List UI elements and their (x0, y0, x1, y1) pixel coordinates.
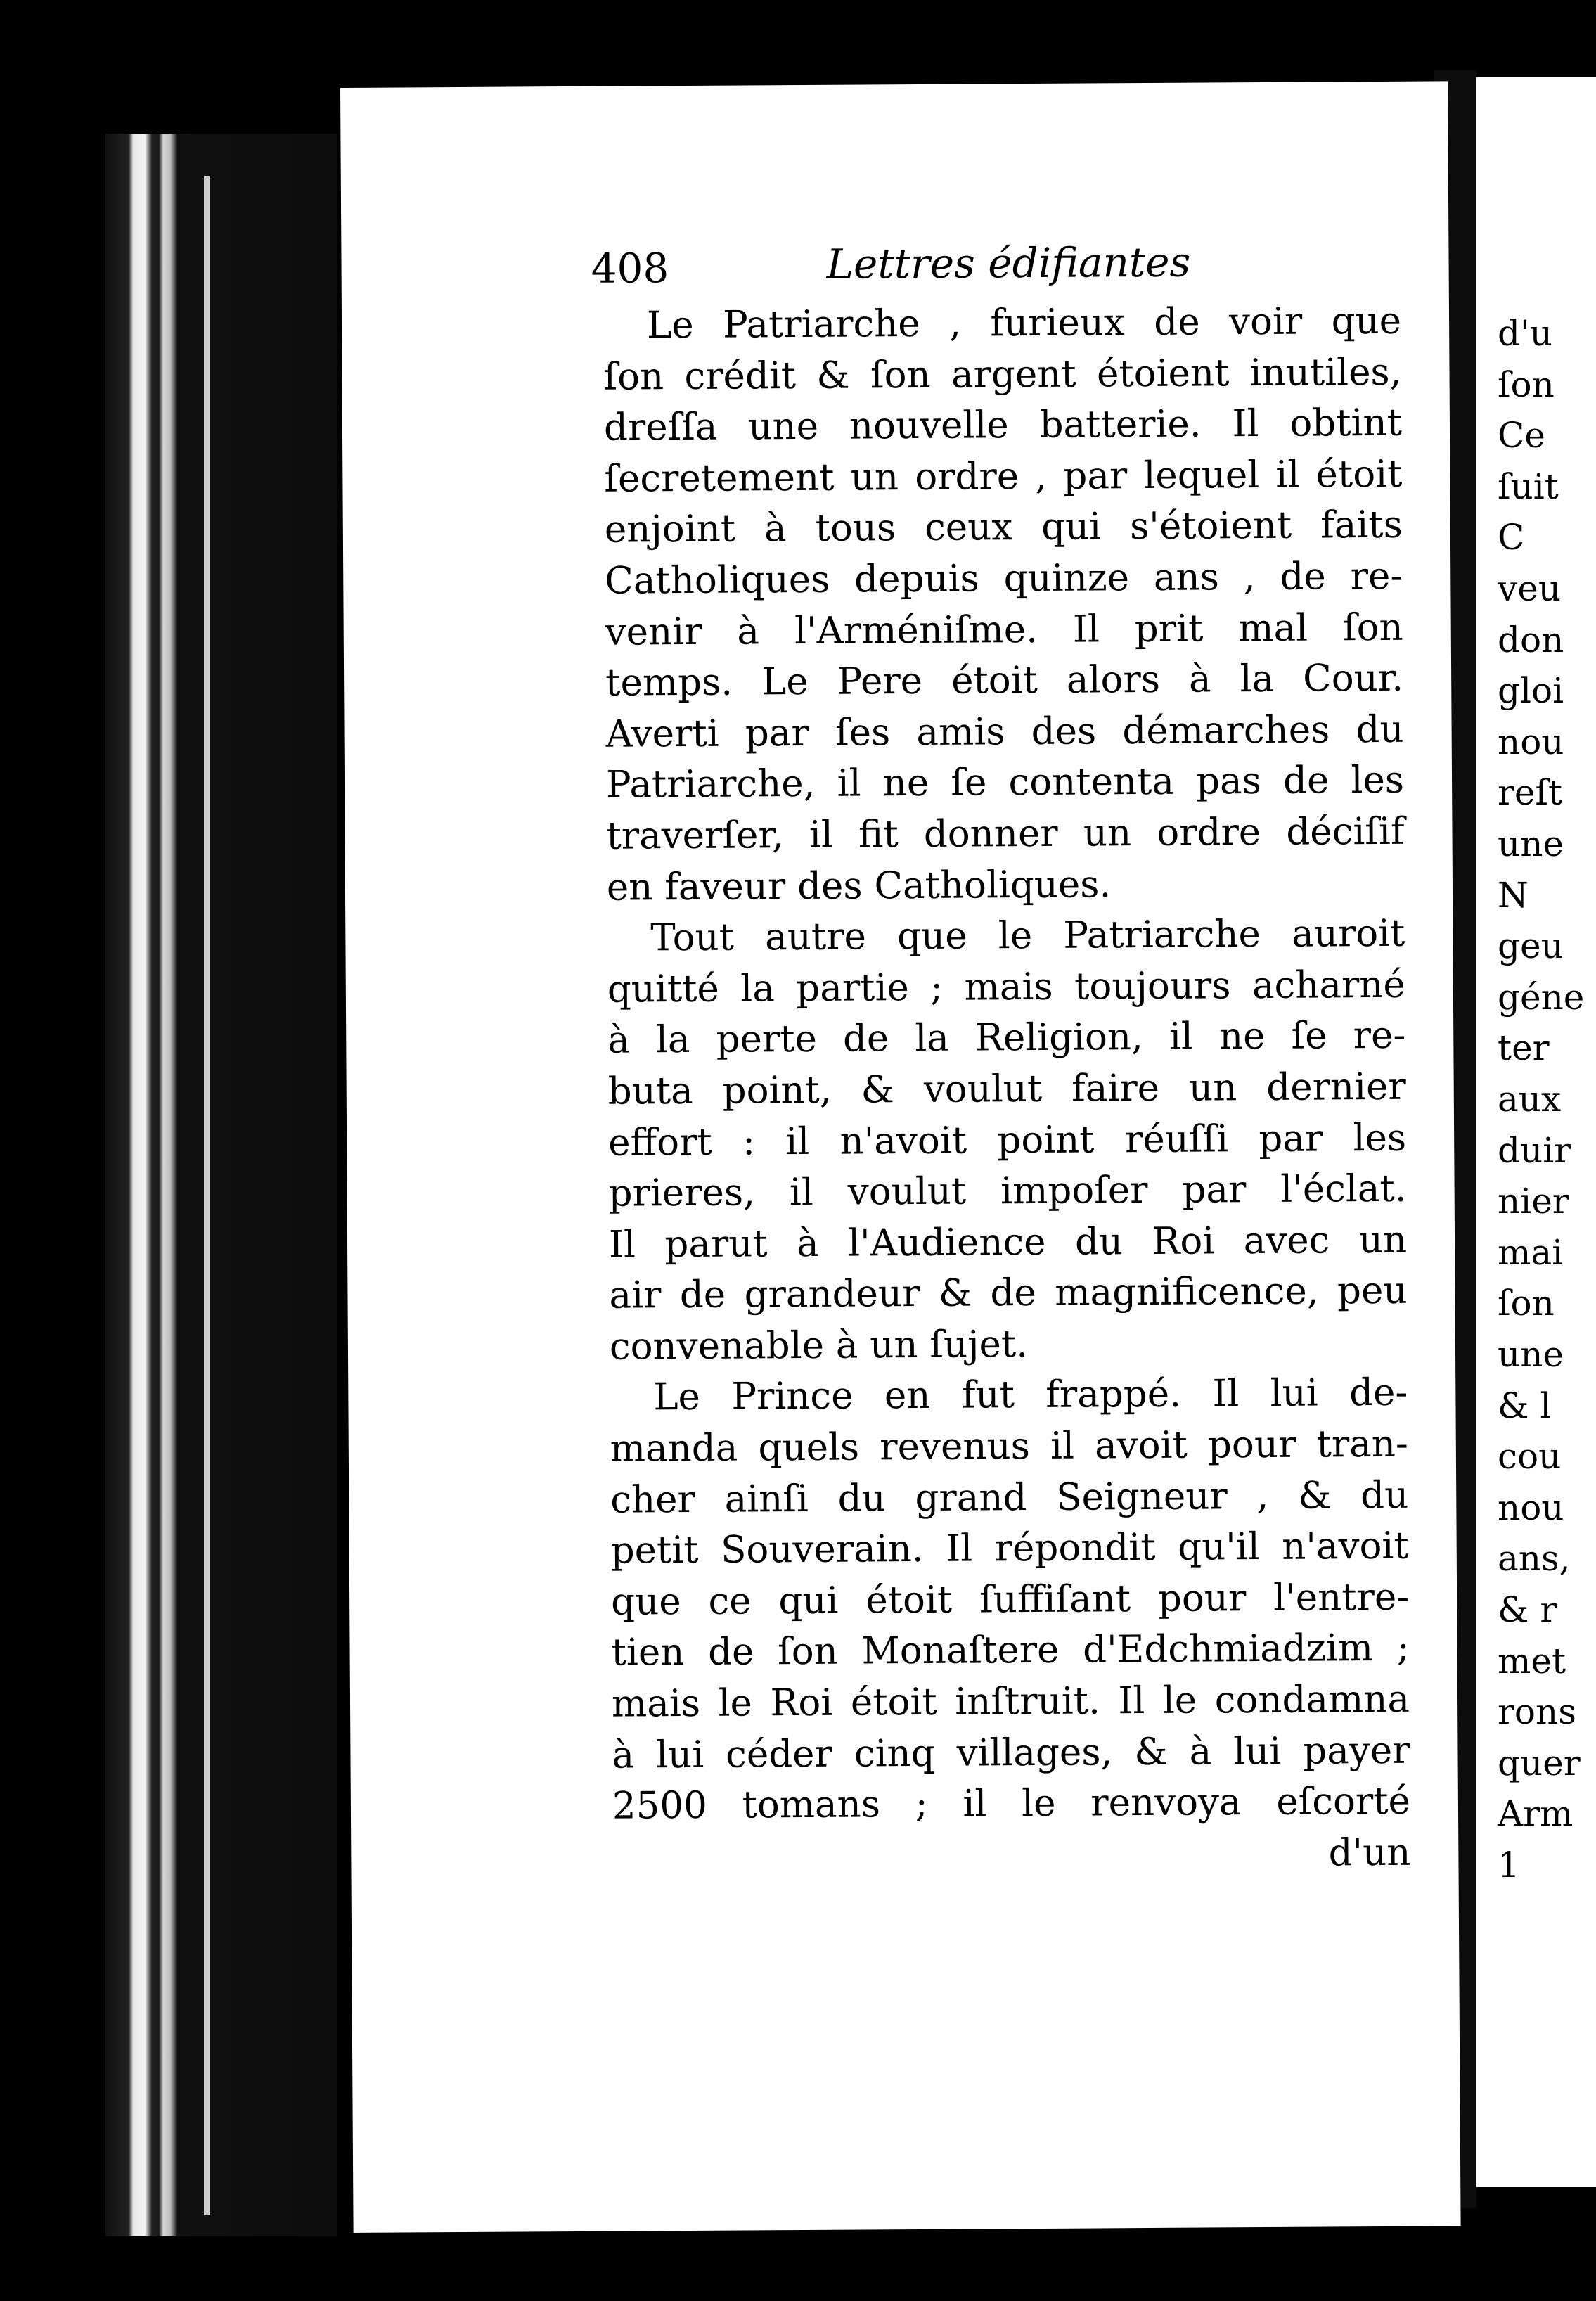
next-page-line-fragment: nou (1498, 721, 1564, 762)
running-head: Lettres édifiantes (826, 238, 1191, 288)
text-line: Patriarche, il ne ſe contenta pas de les (605, 759, 1405, 807)
next-page-line-fragment: aux (1498, 1079, 1562, 1120)
text-line: à la perte de la Religion, il ne ſe re- (607, 1014, 1406, 1063)
text-line: buta point, & voulut faire un dernier (607, 1065, 1406, 1113)
next-page-line-fragment: nier (1498, 1181, 1569, 1222)
next-page-line-fragment: gloi (1498, 670, 1564, 712)
next-page-line-fragment: & l (1498, 1385, 1552, 1426)
next-page-line-fragment: mai (1498, 1231, 1564, 1273)
next-page-line-fragment: & r (1498, 1589, 1557, 1630)
text-line: temps. Le Pere étoit alors à la Cour. (605, 656, 1404, 705)
book-edge (105, 134, 337, 2236)
next-page-line-fragment: une (1498, 823, 1564, 864)
text-line: Tout autre que le Patriarche auroit (650, 911, 1405, 960)
text-line: à lui céder cinq villages, & à lui payer (612, 1729, 1410, 1777)
next-page-line-fragment: ter (1498, 1027, 1550, 1069)
text-line: cher ainſi du grand Seigneur , & du (610, 1473, 1409, 1522)
text-line: prieres, il voulut impoſer par l'éclat. (608, 1167, 1407, 1215)
book-edge-highlight (204, 176, 210, 2215)
next-page-line-fragment: cou (1498, 1436, 1562, 1478)
next-page-line-fragment: d'u (1498, 313, 1552, 354)
text-line: quitté la partie ; mais toujours acharné (607, 963, 1406, 1011)
text-line: Il parut à l'Audience du Roi avec un (608, 1218, 1408, 1267)
text-line: Catholiques depuis quinze ans , de re- (605, 554, 1403, 603)
next-page-line-fragment: don (1498, 619, 1564, 660)
next-page-line-fragment: Ce (1498, 415, 1545, 456)
text-line: Le Patriarche , furieux de voir que (646, 299, 1402, 347)
next-page-line-fragment: geu (1498, 925, 1564, 967)
next-page-line-fragment: met (1498, 1640, 1566, 1681)
next-page-line-fragment: Arm (1498, 1793, 1574, 1835)
next-page-line-fragment: rons (1498, 1691, 1576, 1733)
next-page-line-fragment: ans, (1498, 1538, 1571, 1579)
text-line: venir à l'Arméniſme. Il prit mal ſon (605, 605, 1403, 654)
next-page-line-fragment: reſt (1498, 772, 1563, 814)
text-line: enjoint à tous ceux qui s'étoient faits (604, 504, 1403, 552)
text-line: petit Souverain. Il répondit qu'il n'avoit (610, 1525, 1409, 1572)
next-page-line-fragment: duir (1498, 1129, 1571, 1171)
next-page-line-fragment: 1 (1498, 1845, 1520, 1885)
text-line: air de grandeur & de magnificence, peu (609, 1269, 1408, 1317)
text-line: tien de ſon Monaſtere d'Edchmiadzim ; (611, 1627, 1410, 1675)
next-page-line-fragment: une (1498, 1334, 1564, 1375)
book-page (340, 81, 1461, 2233)
next-page-line-fragment: ſon (1498, 1283, 1555, 1324)
next-page-line-fragment: ſon (1498, 364, 1555, 405)
text-line: Le Prince en fut frappé. Il lui de- (653, 1371, 1408, 1419)
text-line: en faveur des Catholiques. (606, 862, 1112, 909)
text-line: manda quels revenus il avoit pour tran- (610, 1422, 1408, 1470)
next-page-line-fragment: quer (1498, 1742, 1581, 1783)
text-line: traverſer, il fit donner un ordre déciſif (606, 809, 1405, 858)
next-page-line-fragment: ſuit (1498, 466, 1559, 507)
text-line: ſon crédit & ſon argent étoient inutiles, (603, 350, 1402, 399)
catchword: d'un (1328, 1831, 1411, 1875)
text-line: ſecretement un ordre , par lequel il étoit (604, 452, 1403, 501)
body-text (603, 296, 1411, 1883)
next-page-line-fragment: N (1498, 874, 1529, 916)
next-page-line-fragment: C (1498, 517, 1525, 558)
next-page-fragment (1476, 77, 1596, 2187)
text-line: 2500 tomans ; il le renvoya eſcorté (612, 1779, 1411, 1828)
page-number: 408 (591, 244, 669, 293)
next-page-line-fragment: veu (1498, 568, 1562, 609)
next-page-line-fragment: géne (1498, 976, 1585, 1018)
text-line: Averti par ſes amis des démarches du (605, 707, 1404, 756)
text-line: convenable à un ſujet. (609, 1322, 1029, 1369)
text-line: dreſſa une nouvelle batterie. Il obtint (603, 401, 1403, 449)
next-page-line-fragment: nou (1498, 1487, 1564, 1528)
text-line: effort : il n'avoit point réuſſi par les (607, 1116, 1407, 1165)
text-line: que ce qui étoit ſuffiſant pour l'entre- (610, 1575, 1410, 1624)
text-line: mais le Roi étoit inſtruit. Il le condamna (611, 1677, 1410, 1726)
